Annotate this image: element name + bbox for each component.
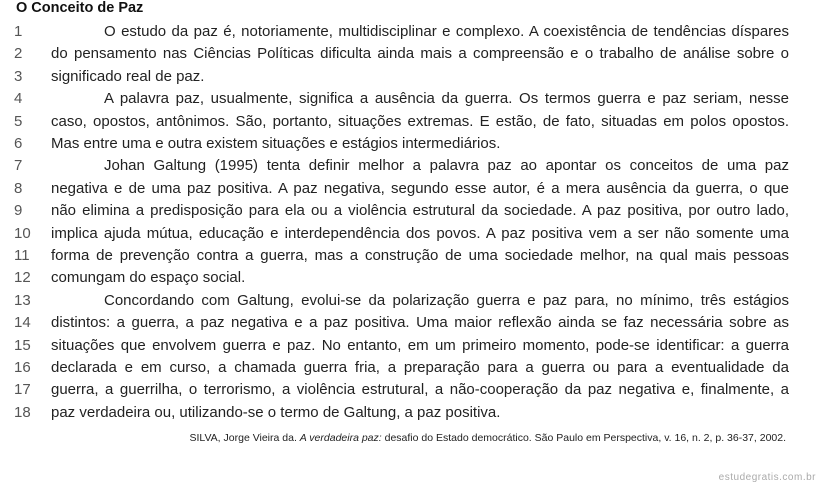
text-line (0, 223, 822, 245)
text-line (0, 21, 822, 43)
text-line (0, 155, 822, 177)
line-number: 8 (14, 179, 23, 197)
text-line (0, 335, 822, 357)
line-text: guerra, a guerrilha, o terrorismo, a violência estrutural, a não-cooperação da paz negativa e, finalmente, a (51, 381, 789, 399)
text-line (0, 379, 822, 401)
line-number: 12 (14, 269, 31, 287)
citation-work-title: A verdadeira paz: (299, 432, 382, 444)
line-text: não elimina a predisposição para ela ou a violência estrutural da sociedade. A paz positiva, por outro lado, (51, 202, 789, 220)
citation-details: desafio do Estado democrático. São Paulo em Perspectiva, v. 16, n. 2, p. 36-37, 2002. (381, 432, 786, 444)
text-line (0, 111, 822, 133)
line-number: 9 (14, 202, 23, 220)
text-line (0, 267, 822, 289)
line-number: 7 (14, 157, 23, 175)
line-number: 17 (14, 381, 31, 399)
citation (189, 432, 786, 444)
line-number: 14 (14, 314, 31, 332)
line-number: 1 (14, 23, 23, 40)
line-text: situações que envolvem guerra e paz. No entanto, em um primeiro momento, pode-se identificar: a guerra (51, 336, 789, 354)
text-line (0, 245, 822, 267)
line-text: implica ajuda mútua, educação e interdependência dos povos. A paz positiva vem a ser não somente uma (51, 224, 789, 242)
line-number: 18 (14, 403, 31, 421)
site-watermark: estudegratis.com.br (718, 472, 816, 483)
line-text: Concordando com Galtung, evolui-se da polarização guerra e paz para, no mínimo, três estágios (104, 291, 789, 309)
line-text: O estudo da paz é, notoriamente, multidisciplinar e complexo. A coexistência de tendências díspares (104, 23, 789, 40)
text-line (0, 200, 822, 222)
text-line (0, 133, 822, 155)
line-number: 11 (14, 247, 30, 264)
line-text: forma de prevenção contra a guerra, mas a construção de uma sociedade melhor, na qual mais pessoas (51, 247, 789, 264)
text-line (0, 66, 822, 88)
line-number: 4 (14, 90, 23, 108)
line-number: 16 (14, 359, 31, 376)
line-number: 3 (14, 67, 23, 85)
text-line (0, 178, 822, 200)
text-line (0, 43, 822, 65)
text-line (0, 88, 822, 110)
line-text: caso, opostos, antônimos. São, portanto, situações extremas. E estão, de fato, situadas em polos opostos. (51, 112, 789, 130)
text-line (0, 290, 822, 312)
text-line (0, 312, 822, 334)
line-text: Mas entre uma e outra existem situações e estágios intermediários. (51, 135, 501, 152)
line-number: 15 (14, 336, 31, 354)
citation-author: SILVA, Jorge Vieira da. (189, 432, 300, 444)
line-text: paz verdadeira ou, utilizando-se o termo de Galtung, a paz positiva. (51, 403, 501, 421)
line-number: 5 (14, 112, 23, 130)
line-number: 6 (14, 135, 23, 152)
line-text: Johan Galtung (1995) tenta definir melhor a palavra paz ao apontar os conceitos de uma paz (104, 157, 789, 175)
line-number: 2 (14, 45, 23, 63)
line-text: A palavra paz, usualmente, significa a ausência da guerra. Os termos guerra e paz seriam, nesse (104, 90, 789, 108)
line-text: negativa e de uma paz positiva. A paz negativa, segundo esse autor, é a mera ausência da guerra, o que (51, 179, 789, 197)
line-text: do pensamento nas Ciências Políticas dificulta ainda mais a compreensão e o trabalho de análise sobre o (51, 45, 789, 63)
text-line (0, 402, 822, 424)
line-number: 13 (14, 291, 31, 309)
text-line (0, 357, 822, 379)
line-text: comungam do espaço social. (51, 269, 246, 287)
line-number: 10 (14, 224, 31, 242)
document-title: O Conceito de Paz (16, 0, 144, 16)
line-text: distintos: a guerra, a paz negativa e a paz positiva. Uma maior reflexão ainda se faz necessária sobre as (51, 314, 789, 332)
line-text: significado real de paz. (51, 67, 205, 85)
line-text: declarada e em curso, a chamada guerra fria, a preparação para a guerra ou para a eventualidade da (51, 359, 789, 376)
